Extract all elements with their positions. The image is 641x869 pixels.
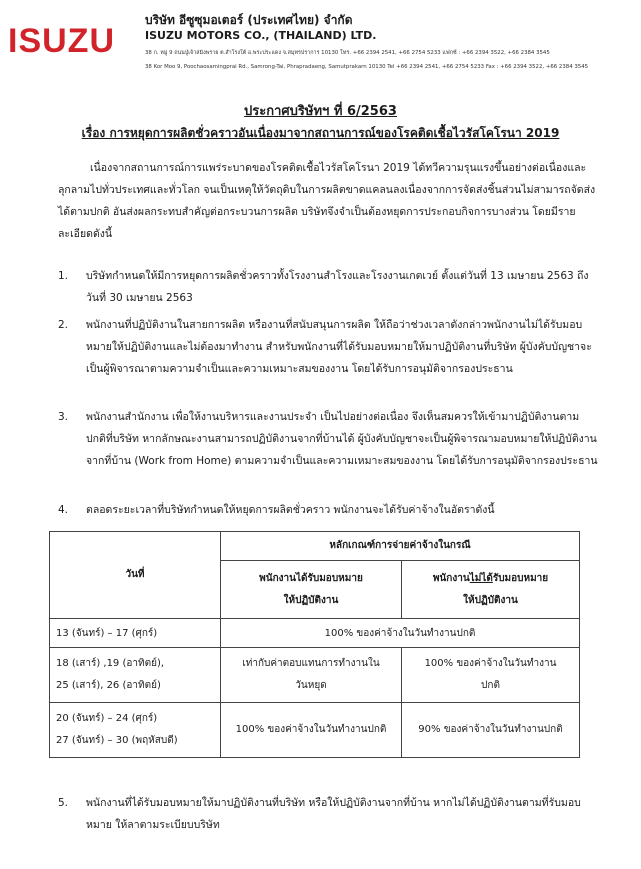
day-line: 20 (จันทร์) – 24 (ศุกร์) [56,713,158,724]
table-row [50,619,580,648]
day-cell [50,648,221,703]
list-item [58,792,598,836]
announcement-title: ประกาศบริษัทฯ ที่ 6/2563 [244,104,397,119]
wage-line: เท่ากับค่าตอบแทนการทำงานใน [242,658,380,669]
wage-cell-assigned [221,648,402,703]
group-header-payment-criteria: หลักเกณฑ์การจ่ายค่าจ้างในกรณี [221,532,580,561]
company-address-thai: 38 ก. หมู่ 9 ถนนปู่เจ้าสมิงพราย ต.สำโรงใต้ อ.พระประแดง จ.สมุทรปราการ 10130 โทร. +66 2394 2541, +66 2754 5233 แฟกซ์ : +66 2394 3522, +66 2384 3545 [145,50,550,56]
wage-line: วันหยุด [295,680,327,691]
company-name-thai: บริษัท อีซูซุมอเตอร์ (ประเทศไทย) จำกัด [145,13,353,27]
item-number: 1. [58,270,69,282]
wage-line: ปกติ [481,680,500,691]
table-row [50,648,580,703]
company-address-english: 38 Kor Moo 9, Poochaosamingprai Rd., Samrong-Tai, Phrapradaeng, Samutprakarn 10130 Tel +66 2394 2541, +66 2754 5233 Fax : +66 2394 3522, +66 2384 3545 [145,64,589,70]
list-item [58,314,598,380]
intro-paragraph: เนื่องจากสถานการณ์การแพร่ระบาดของโรคติดเชื้อไวรัสโคโรนา 2019 ได้ทวีความรุนแรงขึ้นอย่างต่อเนื่องและลุกลามไปทั่วประเทศและทั่วโลก จนเป็นเหตุให้วัตถุดิบในการผลิตขาดแคลนลงเนื่องจากการจัดส่งชิ้นส่วนไม่สามารถจัดส่งได้ตามปกติ อันส่งผลกระทบสำคัญต่อกระบวนการผลิต บริษัทจึงจำเป็นต้องหยุดการประกอบกิจการบางส่วน โดยมีรายละเอียดดังนี้ [58,162,596,240]
item-text: พนักงานที่ได้รับมอบหมายให้มาปฏิบัติงานที่บริษัท หรือให้ปฏิบัติงานจากที่บ้าน หากไม่ได้ปฏิบัติงานตามที่รับมอบหมาย ให้ลาตามระเบียบบริษัท [86,797,581,831]
isuzu-logo: ISUZU [8,22,115,60]
list-item [58,499,598,521]
column-header-assigned-line2: ให้ปฏิบัติงาน [283,594,339,606]
wage-line: 100% ของค่าจ้างในวันทำงาน [424,658,557,669]
item-number: 3. [58,411,69,423]
wage-cell-merged: 100% ของค่าจ้างในวันทำงานปกติ [221,619,580,648]
table-row [50,703,580,758]
day-cell [50,703,221,758]
list-item [58,406,598,472]
announcement-subject: เรื่อง การหยุดการผลิตชั่วคราวอันเนื่องมาจากสถานการณ์ของโรคติดเชื้อไวรัสโคโรนา 2019 [81,126,560,140]
column-header-not-assigned-underlined: ไม่ได้ [469,572,493,584]
day-line: 27 (จันทร์) – 30 (พฤหัสบดี) [56,735,178,746]
column-header-not-assigned-pre: พนักงาน [432,572,470,584]
item-text: พนักงานสำนักงาน เพื่อให้งานบริหารและงานประจำ เป็นไปอย่างต่อเนื่อง จึงเห็นสมควรให้เข้ามาปฏิบัติงานตามปกติที่บริษัท หากลักษณะงานสามารถปฏิบัติงานจากที่บ้านได้ ผู้บังคับบัญชาจะเป็นผู้พิจารณามอบหมายให้ปฏิบัติงานจากที่บ้าน (Work from Home) ตามความจำเป็นและความเหมาะสมของงาน โดยได้รับการอนุมัติจากรองประธาน [86,411,598,467]
company-name-english: ISUZU MOTORS CO., (THAILAND) LTD. [145,29,377,42]
day-line: 25 (เสาร์), 26 (อาทิตย์) [56,680,161,691]
day-cell: 13 (จันทร์) – 17 (ศุกร์) [50,619,221,648]
wage-cell-assigned: 100% ของค่าจ้างในวันทำงานปกติ [221,703,402,758]
wage-cell-not-assigned: 90% ของค่าจ้างในวันทำงานปกติ [402,703,580,758]
item-number: 5. [58,797,69,809]
list-item [58,265,598,309]
wage-payment-table [49,531,580,758]
column-header-day: วันที่ [50,532,221,619]
item-text: พนักงานที่ปฏิบัติงานในสายการผลิต หรืองานที่สนับสนุนการผลิต ให้ถือว่าช่วงเวลาดังกล่าวพนักงานไม่ได้รับมอบหมายให้ปฏิบัติงานและไม่ต้องมาทำงาน สำหรับพนักงานที่ได้รับมอบหมายให้มาปฏิบัติงานที่บริษัท ผู้บังคับบัญชาจะเป็นผู้พิจารณาตามความจำเป็นและความเหมาะสมของงาน โดยได้รับการอนุมัติจากรองประธาน [86,319,592,375]
item-number: 2. [58,319,69,331]
item-text: บริษัทกำหนดให้มีการหยุดการผลิตชั่วคราวทั้งโรงงานสำโรงและโรงงานเกตเวย์ ตั้งแต่วันที่ 13 เมษายน 2563 ถึง วันที่ 30 เมษายน 2563 [86,270,589,304]
column-header-not-assigned-line2: ให้ปฏิบัติงาน [463,594,518,606]
column-header-assigned-line1: พนักงานได้รับมอบหมาย [259,572,363,584]
column-header-not-assigned-post: รับมอบหมาย [492,572,549,584]
column-header-assigned [221,561,402,619]
item-text: ตลอดระยะเวลาที่บริษัทกำหนดให้หยุดการผลิตชั่วคราว พนักงานจะได้รับค่าจ้างในอัตราดังนี้ [86,504,495,516]
day-line: 18 (เสาร์) ,19 (อาทิตย์), [56,658,165,669]
item-number: 4. [58,504,69,516]
column-header-not-assigned [402,561,580,619]
wage-cell-not-assigned [402,648,580,703]
